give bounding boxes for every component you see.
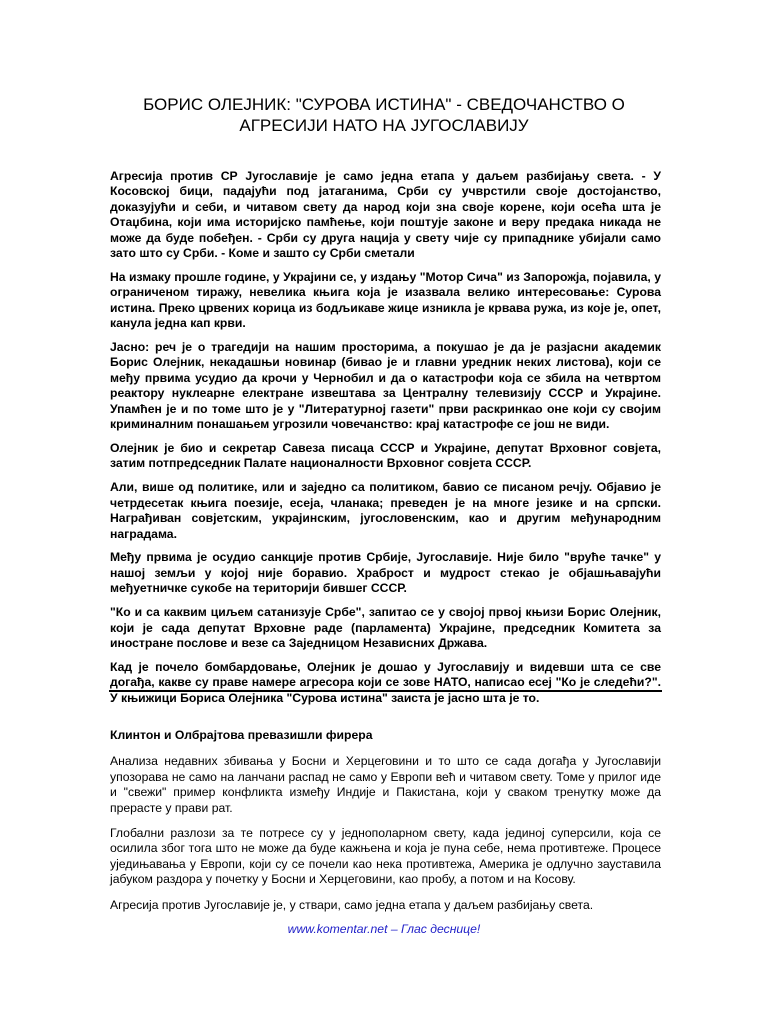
footer-link[interactable]: www.komentar.net – Глас деснице! [287, 922, 481, 936]
intro-paragraph: Јасно: реч је о трагедији на нашим просторима, а покушао је да је разјасни академик Борис Олејник, некадашњи новинар (биваo је и главни уредник неких листова), који се међу првима усудио да крочи у Чернобил и да о катастрофи која се збила на четвртом реактору нуклеарне електране извештава за Централну телевизију СССР и Украјине. Упамћен је и по томе што је у "Литературној газети" први раскринкао оне који су својим криминалним понашањем угрозили човечанство: крај катастрофе се још не види. [110, 340, 661, 432]
intro-paragraph: Кад је почело бомбардовање, Олејник је дошао у Југославију и видевши шта се све догађа, какве су праве намере агресора који се зове НАТО, написао есеј "Ко је следећи?". У књижици Бориса Олејника "Сурова истина" заиста је јасно шта је то. [110, 659, 661, 705]
intro-paragraph: Али, више од политике, или и заједно са политиком, бавио се писаном речју. Објавио је четрдесетак књига поезије, есеја, чланака; преведен је на многе језике и на српски. Награђиван совјетским, украјинским, југословенским, као и другим међународним наградама. [110, 480, 661, 541]
title-line-1: БОРИС ОЛЕЈНИК: "СУРОВА ИСТИНА" - СВЕДОЧАНСТВО О [143, 95, 625, 114]
intro-paragraph: Међу првима је осудио санкције против Србије, Југославије. Није било "вруће тачке" у нашој земљи у којој није боравио. Храброст и мудрост стекао је објашњавајући међуетничке сукобе на територији бившег СССР. [110, 550, 661, 596]
article-section [110, 728, 661, 923]
intro-paragraph: Олејник је био и секретар Савеза писаца СССР и Украјине, депутат Врховног совјета, затим потпредседник Палате националности Врховног совјета СССР. [110, 441, 661, 471]
intro-text [110, 169, 661, 715]
intro-paragraph: На измаку прошле године, у Украјини се, у издању "Мотор Сича" из Запорожја, појавила, у ограниченом тиражу, невелика књига која је изазвала велико интересовање: Сурова истина. Преко црвених корица из бодљикаве жице изникла је крвава ружа, из које је, опет, канула једна кап крви. [110, 269, 661, 331]
intro-paragraph: Агресија против СР Југославије је само једна етапа у даљем разбијању света. - У Косовској бици, падајући под јатаганима, Срби су учврстили своје достојанство, доказујући и себи, и читавом свету да народ који зна своје корене, који осећа шта је Отаџбина, који има историјско памћење, који поштује законе и веру предака никада не може да буде побеђен. - Срби су друга нација у свету чије су припаднике убијали само зато што су Срби. - Коме и зашто су Срби сметали [110, 169, 661, 261]
section-paragraph: Глобални разлози за те потресе су у једнополарном свету, када јединој суперсили, која се осилила због тога што не може да буде кажњена и која је пуна себе, нема противтеже. Процесе уједињавања у Европи, који су се почели као нека противтежа, Америка је одлучно зауставила јабуком раздора у почетку у Босни и Херцеговини, као пробу, а потом и на Косову. [110, 826, 661, 887]
intro-paragraph: "Ко и са каквим циљем сатанизује Србе", запитао се у својој првој књизи Борис Олејник, који је сада депутат Врховне раде (парламента) Украјине, председник Комитета за иностране послове и везе са Заједницом Независних Држава. [110, 605, 661, 650]
section-paragraph: Анализа недавних збивања у Босни и Херцеговини и то што се сада догађа у Југославији упозорава не само на ланчани распад не само у Европи већ и читавом свету. Томе у прилог иде и "свежи" пример конфликта између Индије и Пакистана, који у сваком тренутку може да прерасте у прави рат. [110, 754, 661, 815]
section-paragraph: Агресија против Југославије је, у ствари, само једна етапа у даљем разбијању света. [110, 897, 594, 912]
section-heading: Клинтон и Олбрајтова превазишли фирера [110, 728, 373, 742]
section-divider [109, 690, 662, 692]
document-title [110, 94, 658, 136]
title-line-2: АГРЕСИЈИ НАТО НА ЈУГОСЛАВИЈУ [239, 116, 529, 135]
